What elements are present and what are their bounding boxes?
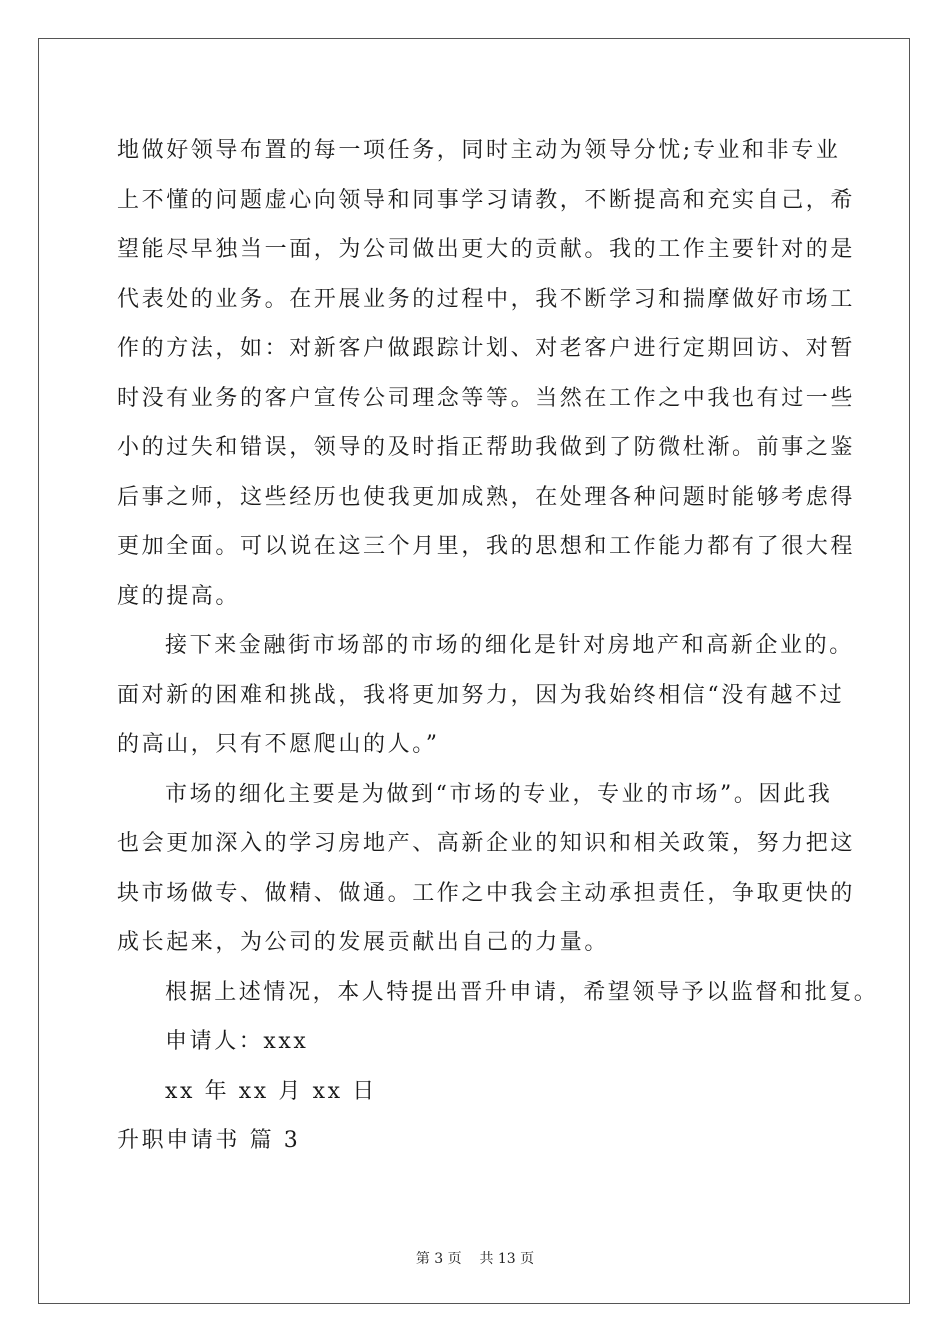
text-line: 的高山，只有不愿爬山的人。”: [117, 732, 440, 757]
text-line: 成长起来，为公司的发展贡献出自己的力量。: [117, 930, 610, 955]
text-line: 度的提高。: [117, 583, 241, 609]
text-line: 更加全面。可以说在这三个月里，我的思想和工作能力都有了很大程: [117, 534, 856, 559]
text-line: 市场的细化主要是为做到“市场的专业，专业的市场”。因此我: [165, 781, 833, 807]
text-line: 接下来金融街市场部的市场的细化是针对房地产和高新企业的。: [165, 633, 854, 658]
text-line: 也会更加深入的学习房地产、高新企业的知识和相关政策，努力把这: [117, 831, 856, 856]
text-line: xx 年 xx 月 xx 日: [165, 1078, 377, 1104]
text-line: 小的过失和错误，领导的及时指正帮助我做到了防微杜渐。前事之鉴: [117, 435, 856, 460]
text-line: 块市场做专、做精、做通。工作之中我会主动承担责任，争取更快的: [117, 880, 856, 906]
document-body: [117, 126, 879, 1166]
text-line: 地做好领导布置的每一项任务，同时主动为领导分忧;专业和非专业: [117, 138, 841, 163]
text-line: 申请人：xxx: [165, 1029, 309, 1054]
page-number: 第 3 页: [415, 1251, 462, 1267]
text-line: 望能尽早独当一面，为公司做出更大的贡献。我的工作主要针对的是: [117, 237, 856, 262]
page-footer: [0, 1248, 950, 1268]
text-line: 后事之师，这些经历也使我更加成熟，在处理各种问题时能够考虑得: [117, 484, 856, 510]
text-line: 上不懂的问题虚心向领导和同事学习请教，不断提高和充实自己，希: [117, 187, 856, 213]
text-line: 根据上述情况，本人特提出晋升申请，希望领导予以监督和批复。: [165, 979, 879, 1005]
page-total: 共 13 页: [479, 1251, 535, 1267]
text-line: 时没有业务的客户宣传公司理念等等。当然在工作之中我也有过一些: [117, 385, 856, 411]
text-line: 面对新的困难和挑战，我将更加努力，因为我始终相信“没有越不过: [117, 682, 845, 708]
text-line: 升职申请书 篇 3: [117, 1128, 301, 1153]
text-line: 代表处的业务。在开展业务的过程中，我不断学习和揣摩做好市场工: [117, 286, 856, 312]
text-line: 作的方法，如：对新客户做跟踪计划、对老客户进行定期回访、对暂: [117, 336, 856, 361]
